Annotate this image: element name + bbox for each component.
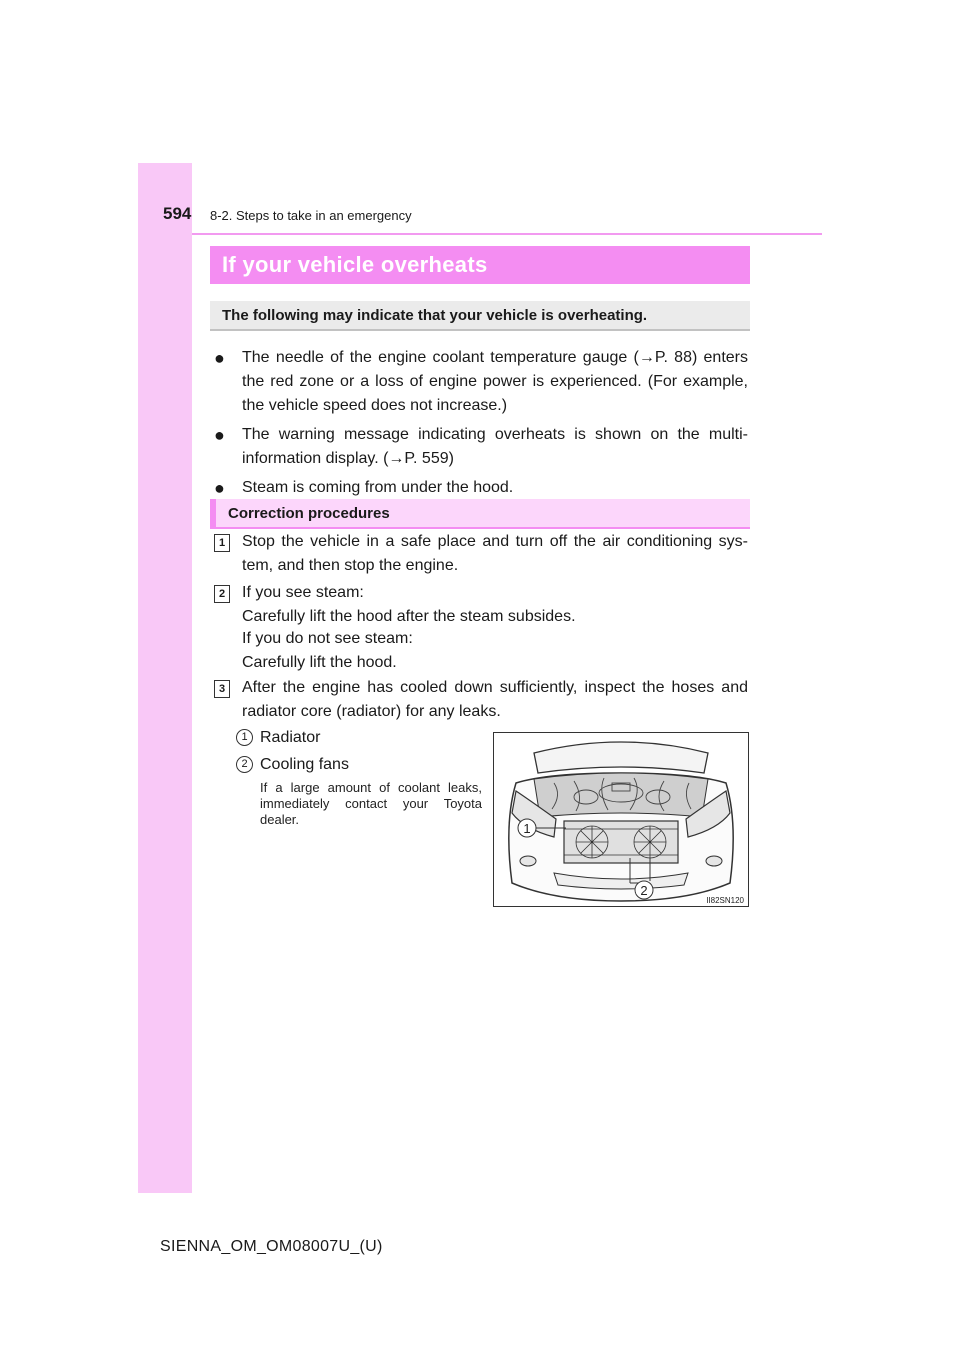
bullet-icon: ●: [214, 425, 225, 445]
list-item: ● The needle of the engine coolant temperature gauge (→P. 88) enters the red zone or a loss of engine power is experienced. (For example, the vehicle speed does not increase.): [214, 348, 748, 414]
step-3-text: After the engine has cooled down sufficiently, inspect the hoses and radiator core (radiator) for any leaks.: [242, 679, 748, 720]
list-item: ● Steam is coming from under the hood.: [214, 478, 514, 498]
step-number-box: 2: [214, 585, 230, 603]
note-text: If a large amount of coolant leaks, immediately contact your Toyota dealer.: [260, 780, 482, 827]
step-number-box: 1: [214, 534, 230, 552]
bullet-icon: ●: [214, 478, 225, 498]
step-2-line: If you do not see steam:: [242, 630, 413, 647]
callout-label-radiator: Radiator: [260, 729, 321, 746]
header-rule: [192, 233, 822, 235]
callout-label-cooling-fans: Cooling fans: [260, 756, 349, 773]
footer-doc-id: SIENNA_OM_OM08007U_(U): [160, 1238, 383, 1255]
bullet-icon: ●: [214, 348, 225, 368]
figure-marker-1: 1: [523, 821, 531, 836]
step-number-box: 3: [214, 680, 230, 698]
page-title-bar: [210, 246, 750, 284]
callout-number: 1: [236, 729, 253, 746]
step-1-text: Stop the vehicle in a safe place and turn off the air conditioning sys-tem, and then stop the engine.: [242, 533, 748, 574]
step-2-line: If you see steam:: [242, 584, 364, 601]
page-number: 594: [163, 204, 192, 223]
page-title: If your vehicle overheats: [222, 252, 488, 277]
engine-bay-figure: [493, 732, 749, 907]
callout-number: 2: [236, 756, 253, 773]
side-tab-band: [138, 163, 192, 1193]
intro-heading: The following may indicate that your vehicle is overheating.: [210, 301, 750, 331]
step-2-line: Carefully lift the hood.: [242, 654, 397, 671]
section-reference: 8-2. Steps to take in an emergency: [210, 208, 412, 223]
figure-code: II82SN120: [706, 896, 744, 905]
list-item: ● The warning message indicating overheats is shown on the multi-information display. (→P. 559): [214, 425, 748, 467]
correction-heading: Correction procedures: [210, 499, 750, 529]
symptom-list: [214, 346, 748, 505]
vehicle-front-illustration: [494, 733, 748, 906]
step-2-line: Carefully lift the hood after the steam subsides.: [242, 608, 576, 625]
figure-marker-2: 2: [640, 883, 648, 898]
